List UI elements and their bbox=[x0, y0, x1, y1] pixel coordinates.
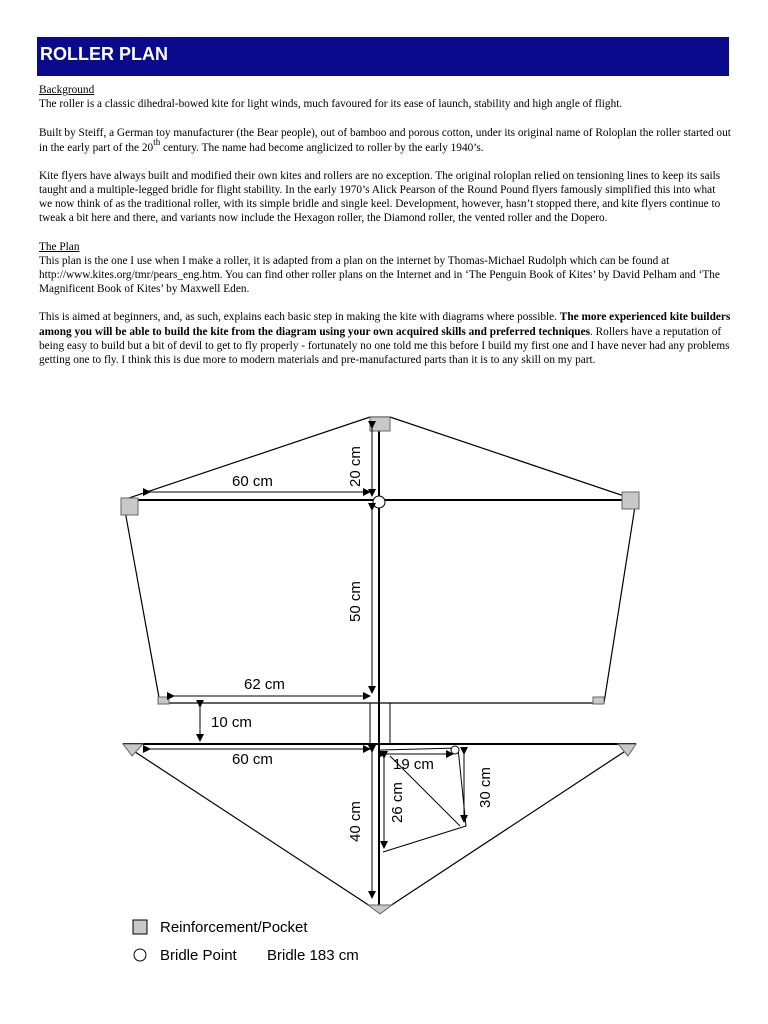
bridle-points bbox=[373, 496, 459, 754]
dimension-lines bbox=[150, 428, 464, 898]
plan-paragraph-2b: . Rollers have a reputation of being easy to build but a bit of devil to get to fly properly - fortunately no one told me this before I build my first one and I have never had any problems getting one to fly. I think this is due more to modern materials and pre-manufactured parts than it is to any skill on my part. bbox=[39, 325, 730, 367]
label-30cm: 30 cm bbox=[477, 767, 494, 808]
background-paragraph-1: The roller is a classic dihedral-bowed kite for light winds, much favoured for its ease of launch, stability and high angle of flight. bbox=[39, 98, 623, 111]
label-19cm: 19 cm bbox=[393, 756, 434, 773]
label-26cm: 26 cm bbox=[389, 782, 406, 823]
plan-paragraph-1: This plan is the one I use when I make a roller, it is adapted from a plan on the internet by Thomas-Michael Rudolph which can be found at http://www.kites.org/tmr/pears_eng.htm. You can find other roller plans on the Internet and in ‘The Penguin Book of Kites’ by David Pelham and ‘The Magnificent Book of Kites’ by Maxwell Eden. bbox=[39, 254, 720, 296]
background-paragraph-2b: century. The name had become anglicized to roller by the early 1940’s. bbox=[160, 141, 484, 154]
plan-paragraph-2-bold: The more experienced kite builders among you will be able to build the kite from the diagram using your own acquired skills and preferred techniques bbox=[39, 311, 731, 338]
legend-reinforcement: Reinforcement/Pocket bbox=[160, 919, 308, 936]
plan-heading: The Plan bbox=[39, 240, 80, 253]
reinforcement-swatch bbox=[133, 920, 147, 934]
background-paragraph-3: Kite flyers have always built and modified their own kites and rollers are no exception. The original roloplan relied on tensioning lines to keep its sails taught and a multiple-legged bridle for flight stability. In the early 1970’s Alick Pearson of the Round Pound flyers famously simplified this into what we now think of as the traditional roller, with its simple bridle and single keel. Development, however, hasn’t stopped there, and kite flyers continue to tweak a bit here and there, and variants now include the Hexagon roller, the Diamond roller, the vented roller and the Dopero. bbox=[39, 169, 721, 225]
plan-paragraph-2a: This is aimed at beginners, and, as such, explains each basic step in making the kite with diagrams where possible. bbox=[39, 311, 560, 324]
background-heading: Background bbox=[39, 84, 95, 96]
label-60cm-top: 60 cm bbox=[232, 473, 273, 490]
header-bar bbox=[37, 37, 729, 76]
label-10cm: 10 cm bbox=[211, 714, 252, 731]
label-62cm: 62 cm bbox=[244, 676, 285, 693]
page-title: ROLLER PLAN bbox=[40, 44, 168, 64]
dimension-labels bbox=[211, 446, 494, 842]
label-60cm-bottom: 60 cm bbox=[232, 751, 273, 768]
bridle-point-swatch bbox=[134, 949, 146, 961]
legend-bridle-point: Bridle Point bbox=[160, 947, 237, 964]
label-20cm: 20 cm bbox=[347, 446, 364, 487]
document-body bbox=[39, 83, 731, 381]
label-50cm: 50 cm bbox=[347, 581, 364, 622]
legend-bridle-length: Bridle 183 cm bbox=[267, 947, 359, 964]
legend bbox=[133, 919, 359, 964]
roller-plan-diagram bbox=[0, 405, 768, 1024]
ordinal-suffix: th bbox=[153, 136, 161, 147]
label-40cm: 40 cm bbox=[347, 801, 364, 842]
background-paragraph-2a: Built by Steiff, a German toy manufacturer (the Bear people), out of bamboo and porous cotton, under its original name of Roloplan the roller started out in the early part of the 20 bbox=[39, 127, 731, 154]
